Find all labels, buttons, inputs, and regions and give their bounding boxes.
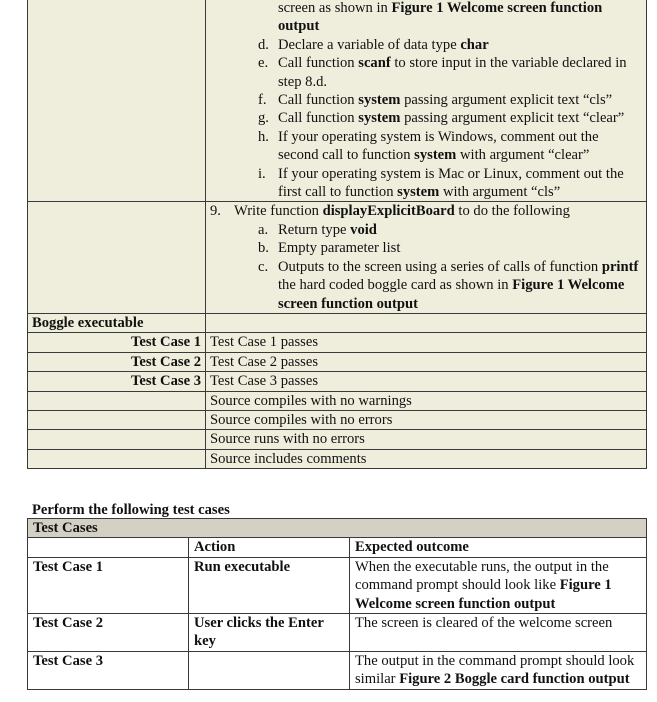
expected-column-header: Expected outcome: [350, 538, 647, 557]
test-cases-table: [27, 518, 647, 690]
step-8-h: h. If your operating system is Windows, comment out the second call to function system with argument “clear”: [258, 128, 599, 164]
step-9-c: c. Outputs to the screen using a series of calls of function printf the hard coded boggle card as shown in Figure 1 Welcome screen function output: [258, 258, 639, 312]
step-8-g: g. Call function system passing argument explicit text “clear”: [258, 110, 625, 127]
step-8-substeps: [206, 36, 646, 202]
step-8-i: i. If your operating system is Mac or Linux, comment out the first call to function system with argument “cls”: [258, 165, 624, 201]
step-8-d: d. Declare a variable of data type char: [258, 36, 489, 53]
grading-row: [28, 333, 647, 352]
empty-cell: [28, 202, 206, 313]
grading-label: [28, 410, 206, 429]
test-case-action: [189, 651, 350, 689]
test-case-name: Test Case 2: [28, 614, 189, 652]
grading-row: [28, 410, 647, 429]
grading-value: Test Case 3 passes: [206, 372, 647, 391]
grading-value: Source compiles with no errors: [206, 410, 647, 429]
test-section-heading: Perform the following test cases: [32, 502, 230, 518]
test-case-row: [28, 651, 647, 689]
test-case-name: Test Case 3: [28, 651, 189, 689]
test-case-action: Run executable: [189, 557, 350, 613]
grading-row: [28, 449, 647, 468]
grading-value: Test Case 1 passes: [206, 333, 647, 352]
grading-label: Test Case 3: [28, 372, 206, 391]
step-9-a: a. Return type void: [258, 221, 377, 238]
step-8c-continuation: screen as shown in Figure 1 Welcome screen function output: [278, 0, 603, 35]
grading-label: Test Case 2: [28, 352, 206, 371]
grading-value: Source includes comments: [206, 449, 647, 468]
test-case-name: Test Case 1: [28, 557, 189, 613]
test-cases-title: Test Cases: [28, 519, 647, 538]
test-case-action: User clicks the Enter key: [189, 614, 350, 652]
grading-label: Test Case 1: [28, 333, 206, 352]
test-case-row: [28, 614, 647, 652]
action-column-header: Action: [189, 538, 350, 557]
requirements-table: [27, 0, 647, 469]
step-9-cell: [206, 202, 647, 313]
grading-label: [28, 449, 206, 468]
grading-label: [28, 430, 206, 449]
step-8-f: f. Call function system passing argument explicit text “cls”: [258, 92, 613, 109]
empty-cell: [206, 313, 647, 332]
step-9: 9. Write function displayExplicitBoard to do the following: [210, 203, 570, 220]
step-9-b: b. Empty parameter list: [258, 240, 401, 257]
grading-label: [28, 391, 206, 410]
grading-row: [28, 352, 647, 371]
test-case-expected: The screen is cleared of the welcome screen: [350, 614, 647, 652]
grading-header: Boggle executable: [28, 313, 206, 332]
grading-row: [28, 430, 647, 449]
step-9-substeps: [206, 221, 646, 313]
empty-cell: [28, 538, 189, 557]
step-8-cell: [206, 0, 647, 202]
test-case-row: [28, 557, 647, 613]
step-8-e: e. Call function scanf to store input in the variable declared in step 8.d.: [258, 55, 627, 90]
grading-value: Source compiles with no warnings: [206, 391, 647, 410]
test-case-expected: When the executable runs, the output in the command prompt should look like Figure 1 Welcome screen function output: [350, 557, 647, 613]
grading-row: [28, 391, 647, 410]
grading-value: Source runs with no errors: [206, 430, 647, 449]
empty-cell: [28, 0, 206, 202]
grading-row: [28, 372, 647, 391]
grading-value: Test Case 2 passes: [206, 352, 647, 371]
test-case-expected: The output in the command prompt should look similar Figure 2 Boggle card function output: [350, 651, 647, 689]
